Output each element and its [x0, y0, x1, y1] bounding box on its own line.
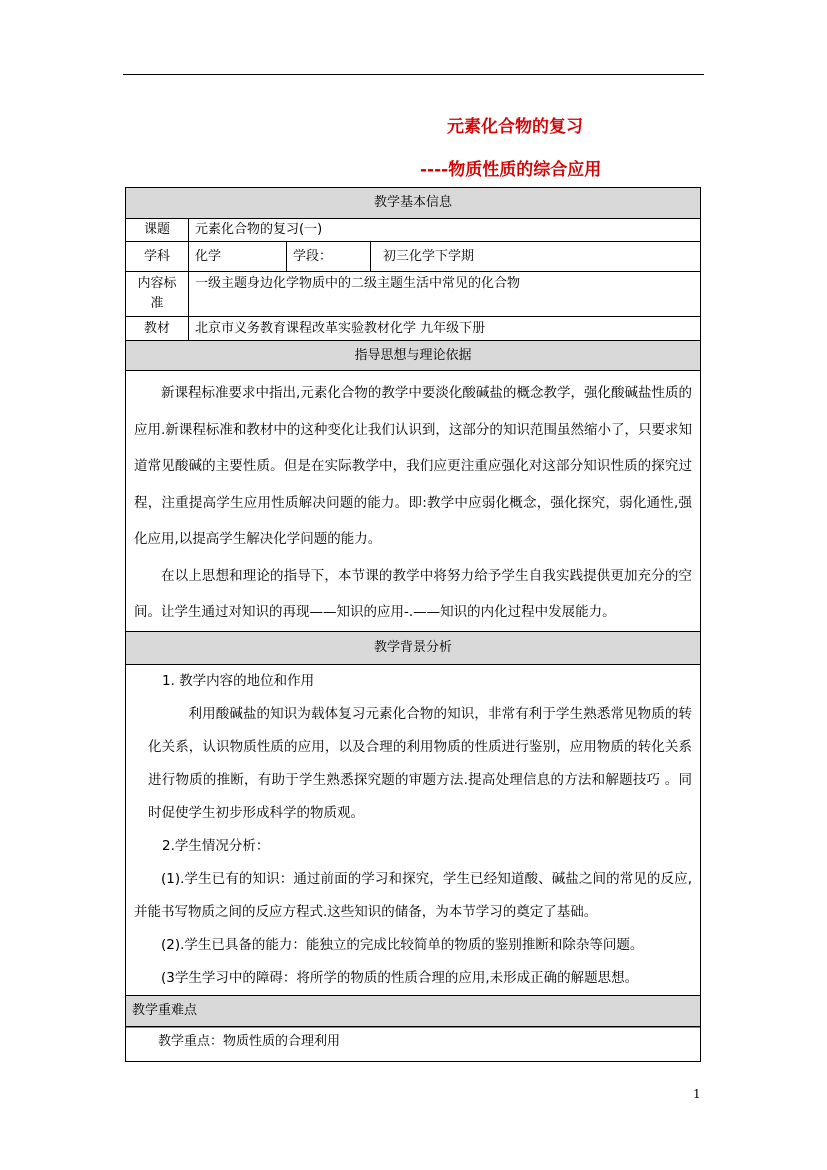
topic-label: 课题	[126, 219, 189, 242]
stage-label: 学段：	[287, 242, 371, 272]
section-key-points-title: 教学重难点	[126, 995, 701, 1026]
background-text	[134, 665, 692, 995]
background-item1-heading: 1. 教学内容的地位和作用	[162, 672, 315, 689]
subject-label: 学科	[126, 242, 189, 272]
row-textbook	[126, 317, 701, 341]
standard-value: 一级主题身边化学物质中的二级主题生活中常见的化合物	[189, 272, 701, 317]
section-header-background	[126, 631, 701, 664]
section-background-title: 教学背景分析	[126, 631, 701, 664]
background-item2-heading: 2.学生情况分析：	[162, 837, 270, 854]
page-number: 1	[693, 1087, 701, 1101]
section-guidance-title: 指导思想与理论依据	[126, 341, 701, 371]
stage-value: 初三化学下学期	[371, 242, 701, 272]
guidance-text	[134, 375, 692, 631]
guidance-paragraph: 在以上思想和理论的指导下，本节课的教学中将努力给予学生自我实践提供更加充分的空间。让学生通过对知识的再现——知识的应用-.——知识的内化过程中发展能力。	[134, 567, 693, 620]
textbook-value: 北京市义务教育课程改革实验教材化学 九年级下册	[189, 317, 701, 341]
subject-value: 化学	[189, 242, 287, 272]
row-subject	[126, 242, 701, 272]
textbook-label: 教材	[126, 317, 189, 341]
guidance-paragraph: 新课程标准要求中指出,元素化合物的教学中要淡化酸碱盐的概念教学，强化酸碱盐性质的应用.新课程标准和教材中的这种变化让我们认识到，这部分的知识范围虽然缩小了，只要求知道常见酸碱的主要性质。但是在实际教学中，我们应更注重应强化对这部分知识性质的探究过程，注重提高学生应用性质解决问题的能力。即:教学中应弱化概念，强化探究，弱化通性,强化应用,以提高学生解决化学问题的能力。	[134, 385, 693, 547]
row-standard	[126, 272, 701, 317]
section-header-key-points	[126, 995, 701, 1026]
row-key-points	[126, 1026, 701, 1061]
section-header-basic	[126, 188, 701, 219]
background-item2-sub1: (1).学生已有的知识：通过前面的学习和探究，学生已经知道酸、碱盐之间的常见的反应,并能书写物质之间的反应方程式.这些知识的储备，为本节学习的奠定了基础。	[134, 870, 693, 920]
row-topic	[126, 219, 701, 242]
lesson-info-table	[125, 187, 701, 1062]
row-guidance	[126, 371, 701, 632]
header-rule	[123, 74, 704, 75]
background-item2-sub2: (2).学生已具备的能力：能独立的完成比较简单的物质的鉴别推断和除杂等问题。	[161, 936, 644, 953]
document-subtitle: ----物质性质的综合应用	[420, 160, 602, 180]
background-item1-text: 利用酸碱盐的知识为载体复习元素化合物的知识，非常有利于学生熟悉常见物质的转化关系，认识物质性质的应用，以及合理的利用物质的性质进行鉴别，应用物质的转化关系进行物质的推断，有助于学生熟悉探究题的审题方法.提高处理信息的方法和解题技巧 。同时促使学生初步形成科学的物质观。	[148, 705, 693, 821]
document-title: 元素化合物的复习	[447, 117, 583, 137]
row-background	[126, 664, 701, 995]
key-point-text: 教学重点：物质性质的合理利用	[126, 1027, 701, 1055]
background-item2-sub3: (3学生学习中的障碍：将所学的物质的性质合理的应用,未形成正确的解题思想。	[161, 969, 639, 986]
section-basic-title: 教学基本信息	[126, 188, 701, 219]
topic-value: 元素化合物的复习(一)	[189, 219, 701, 242]
standard-label: 内容标准	[126, 272, 189, 317]
section-header-guidance	[126, 341, 701, 371]
